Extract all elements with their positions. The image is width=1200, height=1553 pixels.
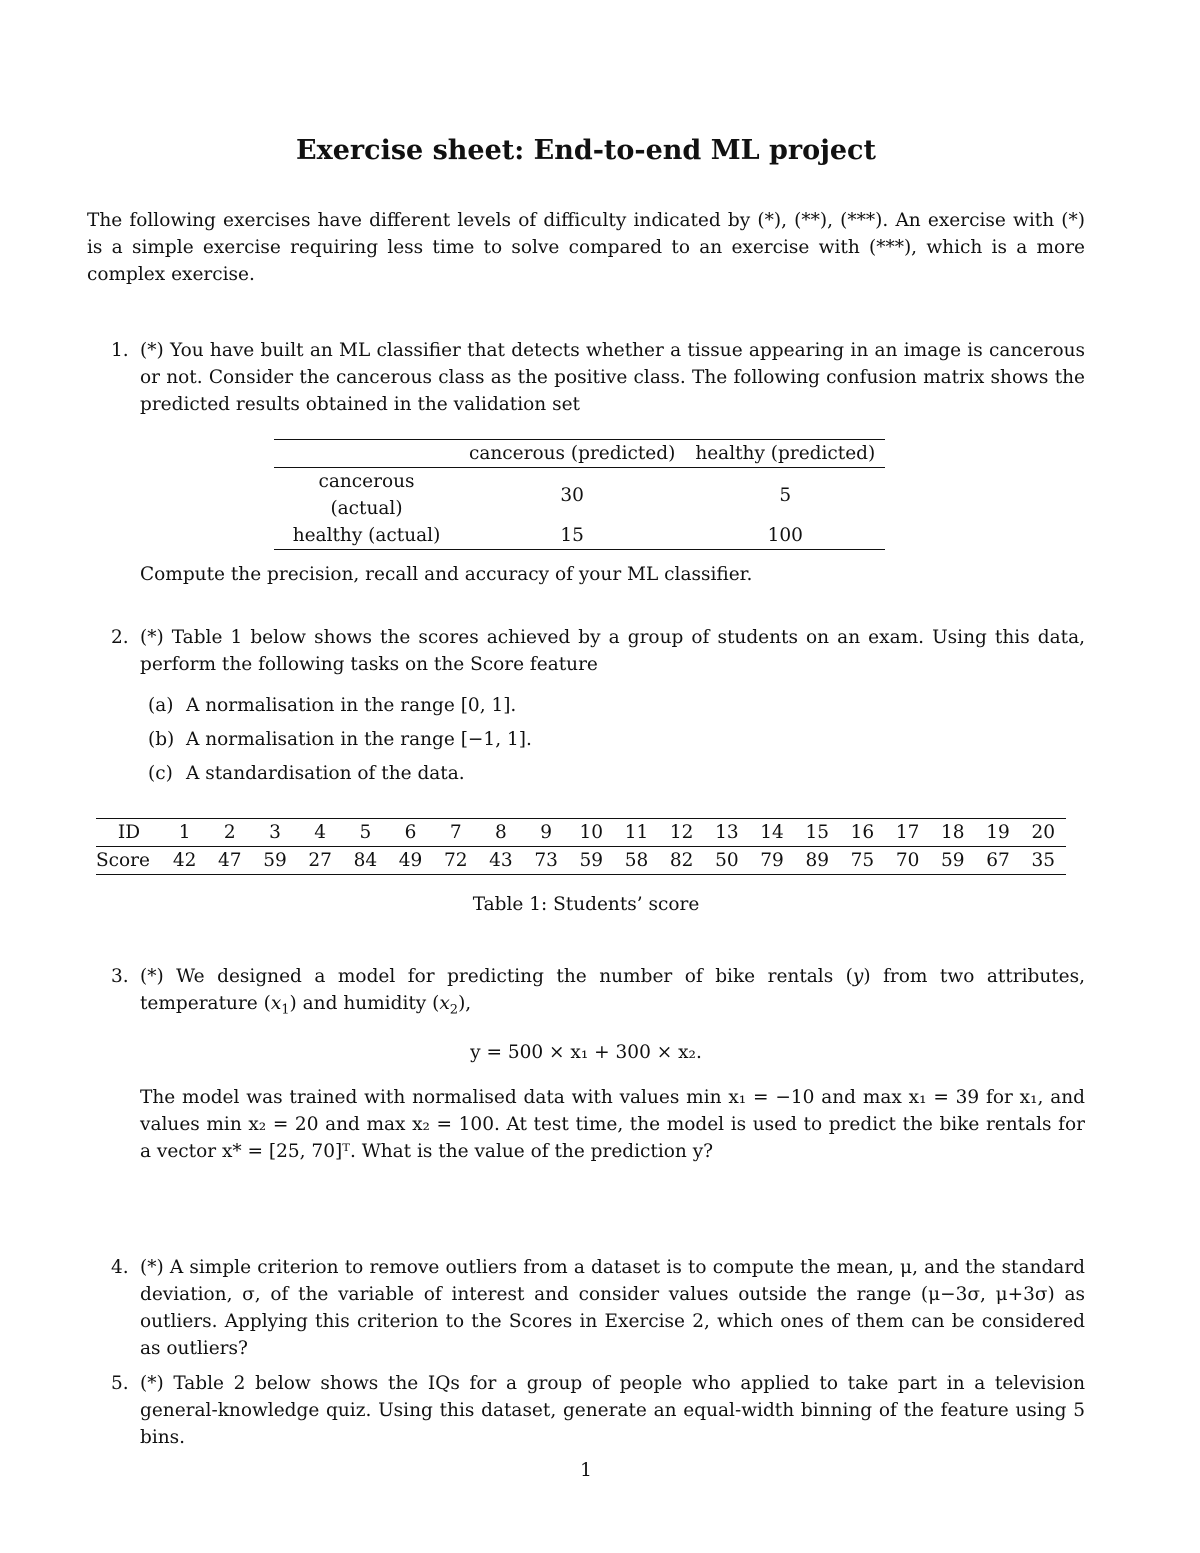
exercise-3 (87, 963, 1085, 1024)
table-header-cell: 8 (478, 819, 523, 847)
table-cell: 82 (659, 847, 704, 875)
page-number: 1 (580, 1460, 592, 1481)
exercise-number: 5. (111, 1373, 129, 1394)
subtask-label: (a) (148, 695, 174, 716)
table-cell: 15 (459, 522, 685, 550)
table-cell: 79 (749, 847, 794, 875)
exercise-text: (*) Table 2 below shows the IQs for a group of people who applied to take part in a television general-knowledge quiz. Using this dataset, generate an equal-width binning of the feature using 5 bins. (140, 1373, 1085, 1448)
table-cell: 73 (524, 847, 569, 875)
table-header-cell: 9 (524, 819, 569, 847)
table-header-cell: 1 (162, 819, 207, 847)
subtask-b (140, 726, 1085, 760)
table-header-row (274, 440, 885, 468)
table-cell: cancerous (actual) (318, 471, 415, 519)
scores-table (96, 818, 1066, 875)
exercise-text-part: ) and humidity ( (289, 993, 440, 1014)
table-header-row (96, 819, 1066, 847)
table-header-cell: 16 (840, 819, 885, 847)
table-row (274, 468, 885, 523)
exercise-number: 4. (111, 1257, 129, 1278)
table-cell: 49 (388, 847, 433, 875)
table-cell: 47 (207, 847, 252, 875)
table-cell: 72 (433, 847, 478, 875)
table-cell: 89 (795, 847, 840, 875)
subtask-label: (b) (148, 729, 175, 750)
table-header-cell: 2 (207, 819, 252, 847)
table-cell: 75 (840, 847, 885, 875)
page-title: Exercise sheet: End-to-end ML project (296, 135, 876, 166)
table-header-cell: 6 (388, 819, 433, 847)
table-cell: 59 (569, 847, 614, 875)
table-cell: 43 (478, 847, 523, 875)
variable-y: y (852, 966, 864, 987)
exercise-number: 1. (111, 340, 129, 361)
table-header-cell: 20 (1021, 819, 1066, 847)
exercise-4 (87, 1254, 1085, 1362)
variable-x1: x (270, 993, 282, 1014)
table-cell: 58 (614, 847, 659, 875)
table-header-cell: 3 (252, 819, 297, 847)
table-cell: 70 (885, 847, 930, 875)
exercise-text-part: ), (458, 993, 472, 1014)
exercise-text: (*) Table 1 below shows the scores achieved by a group of students on an exam. Using this data, perform the following tasks on the Score feature (140, 627, 1085, 675)
table-cell: Score (96, 847, 162, 875)
exercise-number: 2. (111, 627, 129, 648)
table-caption: Table 1: Students’ score (472, 894, 700, 915)
table-cell: 67 (975, 847, 1020, 875)
exercise-text: (*) A simple criterion to remove outliers from a dataset is to compute the mean, μ, and the standard deviation, σ, of the variable of interest and consider values outside the range (μ−3σ, μ+3σ) as outliers. Applying this criterion to the Scores in Exercise 2, which ones of them can be considered as outliers? (140, 1257, 1085, 1359)
table-header-cell: 17 (885, 819, 930, 847)
table-header-cell: 5 (343, 819, 388, 847)
exercise-1 (87, 337, 1085, 418)
table-header-cell: 15 (795, 819, 840, 847)
table-header-cell: 12 (659, 819, 704, 847)
table-row (274, 522, 885, 550)
table-header-cell: 14 (749, 819, 794, 847)
exercise-text: (*) You have built an ML classifier that detects whether a tissue appearing in an image is cancerous or not. Consider the cancerous class as the positive class. The following confusion matrix shows the predicted results obtained in the validation set (140, 340, 1085, 415)
table-cell: 84 (343, 847, 388, 875)
table-cell: 5 (779, 484, 792, 506)
table-header-cell: healthy (predicted) (685, 440, 885, 468)
subtask-text: A normalisation in the range [0, 1]. (186, 695, 517, 716)
exercise-5 (87, 1370, 1085, 1451)
table-header-cell: 13 (704, 819, 749, 847)
subtask-a (140, 692, 1085, 726)
exercise-text-part: (*) We designed a model for predicting the number of bike rentals ( (140, 966, 853, 987)
exercise-3-details: The model was trained with normalised data with values min x₁ = −10 and max x₁ = 39 for x₁, and values min x₂ = 20 and max x₂ = 100. At test time, the model is used to predict the bike rentals for a vector x* = [25, 70]ᵀ. What is the value of the prediction y? (140, 1087, 1085, 1162)
table-row (96, 847, 1066, 875)
table-header-cell: 4 (298, 819, 343, 847)
table-header-cell: 10 (569, 819, 614, 847)
subtask-text: A normalisation in the range [−1, 1]. (186, 729, 532, 750)
table-header-cell: ID (96, 819, 162, 847)
table-cell: healthy (actual) (274, 522, 459, 550)
table-header-cell: 18 (930, 819, 975, 847)
exercise-text-part: ) from two attributes, temperature ( (140, 966, 1086, 1014)
exercise-2 (87, 624, 1085, 794)
subtask-c (140, 760, 1085, 794)
table-header-cell: cancerous (predicted) (459, 440, 685, 468)
exercise-number: 3. (111, 966, 129, 987)
table-header-cell: 11 (614, 819, 659, 847)
table-cell: 50 (704, 847, 749, 875)
table-cell: 100 (685, 522, 885, 550)
model-equation: y = 500 × x₁ + 300 × x₂. (470, 1042, 702, 1063)
table-header-cell: 19 (975, 819, 1020, 847)
table-cell: 30 (560, 484, 584, 506)
table-cell: 59 (252, 847, 297, 875)
table-header-cell (274, 440, 459, 468)
subtask-text: A standardisation of the data. (186, 763, 465, 784)
table-cell: 59 (930, 847, 975, 875)
table-cell: 35 (1021, 847, 1066, 875)
variable-x2: x (439, 993, 450, 1014)
subtask-label: (c) (148, 763, 173, 784)
confusion-matrix-table (274, 439, 885, 550)
table-cell: 27 (298, 847, 343, 875)
table-header-cell: 7 (433, 819, 478, 847)
intro-paragraph: The following exercises have different levels of difficulty indicated by (*), (**), (***). An exercise with (*) is a simple exercise requiring less time to solve compared to an exercise with (***), which is a more complex exercise. (87, 210, 1085, 285)
exercise-text: (*) We designed a model for predicting the number of bike rentals (y) from two attributes, temperature $(x_1)$ and humidity $(x_2)$, (140, 966, 1086, 1018)
table-cell: 42 (162, 847, 207, 875)
exercise-1-question: Compute the precision, recall and accuracy of your ML classifier. (140, 564, 753, 585)
